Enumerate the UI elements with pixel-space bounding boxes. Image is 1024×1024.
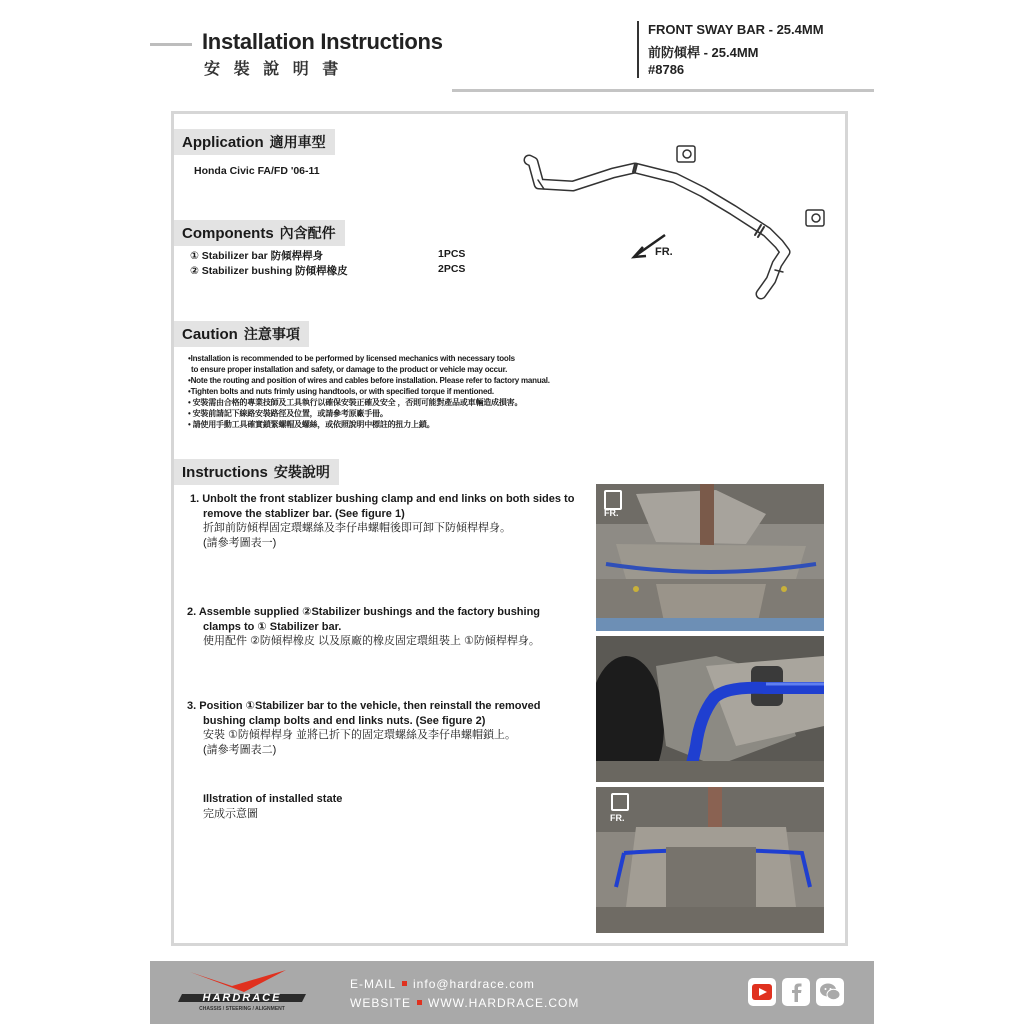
figure-1-photo (596, 484, 824, 631)
header-left-rule (150, 43, 192, 46)
footer-website[interactable]: WEBSITE WWW.HARDRACE.COM (350, 996, 580, 1010)
instruction-step-3: 3. Position ①Stabilizer bar to the vehicle, then reinstall the removed bushing clamp bolts and end links nuts. (See figure 2) 安裝 ①防傾桿桿身 並將已折下的固定環螺絲及李仔串螺帽鎖上。 (請參考圖表二) (187, 700, 541, 756)
component-item: ② Stabilizer bushing 防傾桿橡皮 (190, 265, 348, 277)
photo-direction-label: FR. (604, 508, 619, 518)
instruction-step-1: 1. Unbolt the front stablizer bushing clamp and end links on both sides to remove the stablizer bar. (See figure 1) 折卸前防傾桿固定環螺絲及李仔串螺帽後即可卸下防傾桿桿身。 (請參考圖表一) (190, 493, 575, 549)
product-name: FRONT SWAY BAR - 25.4MM (648, 22, 824, 37)
front-arrow-icon (611, 793, 629, 811)
hardrace-logo[interactable] (176, 968, 316, 1012)
photo-direction-label: FR. (610, 813, 625, 823)
front-direction-label: FR. (655, 246, 673, 258)
illustration-caption: Illstration of installed state 完成示意圖 (203, 793, 343, 820)
product-name-chinese: 前防傾桿 - 25.4MM (648, 45, 759, 60)
part-number: #8786 (648, 62, 685, 77)
youtube-icon[interactable] (748, 978, 776, 1006)
page-title: Installation Instructions (202, 29, 443, 54)
front-arrow-icon (604, 490, 622, 510)
svg-text:HARDRACE: HARDRACE (202, 992, 282, 1004)
caution-heading: Caution 注意事項 (174, 321, 309, 347)
header-right-rule (452, 89, 874, 92)
application-heading: Application 適用車型 (174, 129, 335, 155)
page-title-chinese: 安 裝 說 明 書 (204, 59, 343, 78)
caution-text: •Installation is recommended to be performed by licensed mechanics with necessary tools to ensure proper installation and safety, or damage to the product or vehicle may occur. •Note the routing and position of wires and cables before installation. Please refer to factory manual. •Tighten bolts and nuts frimly using handtools, or with specified torque if mentioned. • 安裝需由合格的專業技師及工具執行以確保安裝正確及安全 ，否則可能對產品或車輛造成損害。 • 安裝前請記下線路安裝路徑及位置，或請參考原廠手冊。 • 請使用手動工具確實鎖緊螺帽及螺絲，或依照說明中標註的扭力上鎖。 (188, 354, 550, 429)
footer-email[interactable]: E-MAIL info@hardrace.com (350, 977, 535, 991)
component-qty: 1PCS (438, 248, 466, 260)
header-divider (637, 21, 639, 78)
components-heading: Components 內含配件 (174, 220, 345, 246)
sway-bar-illustration (529, 160, 785, 294)
svg-text:CHASSIS / STEERING / ALIGN: CHASSIS / STEERING / ALIGNMENT (199, 1006, 285, 1012)
vehicle-application: Honda Civic FA/FD '06-11 (194, 165, 320, 177)
sway-bar-diagram (515, 140, 835, 310)
facebook-icon[interactable] (782, 978, 810, 1006)
wechat-icon[interactable] (816, 978, 844, 1006)
instructions-heading: Instructions 安裝說明 (174, 459, 339, 485)
figure-3-photo (596, 787, 824, 933)
instruction-step-2: 2. Assemble supplied ②Stabilizer bushings and the factory bushing clamps to ① Stabilizer bar. 使用配件 ②防傾桿橡皮 以及原廠的橡皮固定環組裝上 ①防傾桿桿身。 (187, 606, 541, 647)
component-item: ① Stabilizer bar 防傾桿桿身 (190, 250, 324, 262)
figure-2-photo (596, 636, 824, 782)
component-qty: 2PCS (438, 263, 466, 275)
